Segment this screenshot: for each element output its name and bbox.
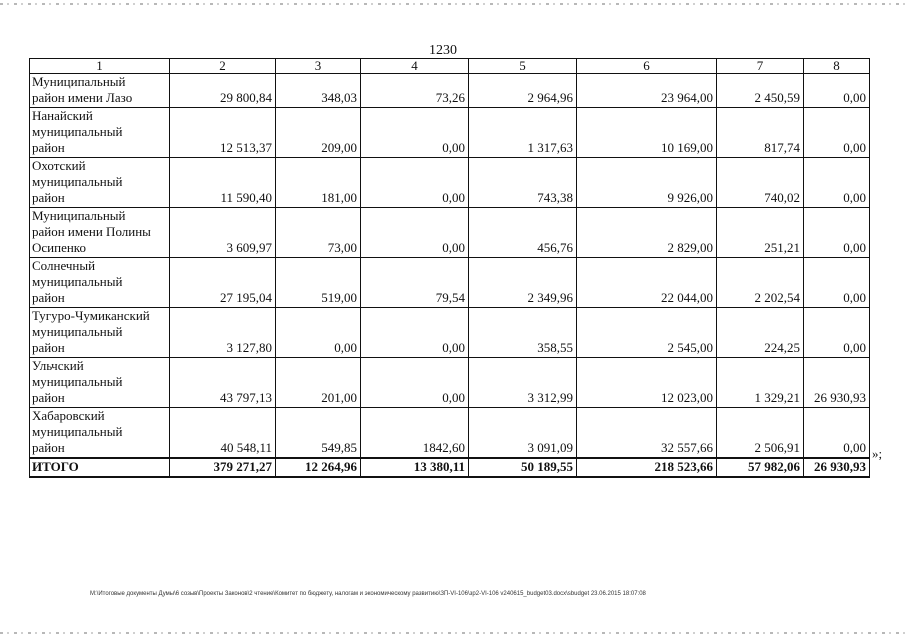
district-name-line: Ульчский [32, 358, 84, 373]
total-value-cell: 50 189,55 [469, 458, 577, 477]
value-cell: 181,00 [276, 158, 361, 208]
value-cell: 3 091,09 [469, 408, 577, 459]
district-name-cell [30, 108, 170, 158]
total-value-cell: 379 271,27 [170, 458, 276, 477]
district-name-line: Хабаровский [32, 408, 105, 423]
value-cell: 209,00 [276, 108, 361, 158]
value-cell: 10 169,00 [577, 108, 717, 158]
district-name-cell [30, 258, 170, 308]
value-cell: 0,00 [361, 208, 469, 258]
table-row [30, 258, 870, 308]
table-row [30, 408, 870, 459]
district-name-line: Осипенко [32, 240, 86, 255]
value-cell: 0,00 [804, 74, 870, 108]
value-cell: 0,00 [804, 258, 870, 308]
value-cell: 0,00 [361, 308, 469, 358]
value-cell: 1 317,63 [469, 108, 577, 158]
district-name-line: район имени Лазо [32, 90, 133, 105]
budget-table [29, 58, 870, 478]
value-cell: 26 930,93 [804, 358, 870, 408]
total-value-cell: 26 930,93 [804, 458, 870, 477]
district-name-line: муниципальный [32, 324, 123, 339]
district-name-cell [30, 208, 170, 258]
district-name-line: район [32, 390, 65, 405]
district-name-line: район имени Полины [32, 224, 151, 239]
table-row [30, 158, 870, 208]
column-header: 1 [30, 59, 170, 74]
value-cell: 0,00 [276, 308, 361, 358]
value-cell: 456,76 [469, 208, 577, 258]
column-header: 7 [717, 59, 804, 74]
value-cell: 40 548,11 [170, 408, 276, 459]
value-cell: 2 964,96 [469, 74, 577, 108]
value-cell: 3 312,99 [469, 358, 577, 408]
total-value-cell: 13 380,11 [361, 458, 469, 477]
value-cell: 43 797,13 [170, 358, 276, 408]
value-cell: 740,02 [717, 158, 804, 208]
column-header: 4 [361, 59, 469, 74]
value-cell: 29 800,84 [170, 74, 276, 108]
district-name-line: район [32, 290, 65, 305]
district-name-line: район [32, 140, 65, 155]
total-label: ИТОГО [30, 458, 170, 477]
value-cell: 3 609,97 [170, 208, 276, 258]
district-name-line: Муниципальный [32, 208, 126, 223]
value-cell: 3 127,80 [170, 308, 276, 358]
value-cell: 0,00 [804, 308, 870, 358]
district-name-cell [30, 408, 170, 459]
value-cell: 0,00 [361, 358, 469, 408]
district-name-line: Муниципальный [32, 74, 126, 89]
district-name-line: Тугуро-Чумиканский [32, 308, 150, 323]
scan-edge-bottom [0, 632, 905, 634]
value-cell: 251,21 [717, 208, 804, 258]
value-cell: 0,00 [804, 108, 870, 158]
value-cell: 73,26 [361, 74, 469, 108]
value-cell: 0,00 [361, 158, 469, 208]
scan-edge-top [0, 3, 905, 5]
district-name-line: муниципальный [32, 274, 123, 289]
page-number: 1230 [429, 43, 457, 58]
value-cell: 23 964,00 [577, 74, 717, 108]
district-name-cell [30, 358, 170, 408]
total-value-cell: 12 264,96 [276, 458, 361, 477]
district-name-line: муниципальный [32, 174, 123, 189]
table-row [30, 308, 870, 358]
table-row [30, 108, 870, 158]
table-row [30, 358, 870, 408]
value-cell: 0,00 [804, 208, 870, 258]
district-name-line: район [32, 340, 65, 355]
table-row [30, 74, 870, 108]
value-cell: 79,54 [361, 258, 469, 308]
value-cell: 743,38 [469, 158, 577, 208]
value-cell: 22 044,00 [577, 258, 717, 308]
value-cell: 2 450,59 [717, 74, 804, 108]
column-header: 8 [804, 59, 870, 74]
district-name-line: Солнечный [32, 258, 96, 273]
value-cell: 27 195,04 [170, 258, 276, 308]
column-header: 2 [170, 59, 276, 74]
value-cell: 2 349,96 [469, 258, 577, 308]
district-name-line: муниципальный [32, 374, 123, 389]
file-path-footer: М:\Итоговые документы Думы\6 созыв\Проекты Законов\2 чтение\Комитет по бюджету, налогам и экономическому развитию\ЗП-VI-106\зр2-VI-106 v240615_budget03.docx\sbudget 23.06.2015 18:07:08 [90, 591, 646, 597]
value-cell: 201,00 [276, 358, 361, 408]
value-cell: 549,85 [276, 408, 361, 459]
district-name-line: муниципальный [32, 124, 123, 139]
district-name-cell [30, 74, 170, 108]
value-cell: 1842,60 [361, 408, 469, 459]
column-number-row [30, 59, 870, 74]
district-name-line: Нанайский [32, 108, 93, 123]
value-cell: 2 202,54 [717, 258, 804, 308]
district-name-cell [30, 158, 170, 208]
district-name-cell [30, 308, 170, 358]
value-cell: 9 926,00 [577, 158, 717, 208]
closing-quote-mark: »; [872, 446, 883, 461]
value-cell: 11 590,40 [170, 158, 276, 208]
value-cell: 358,55 [469, 308, 577, 358]
value-cell: 12 513,37 [170, 108, 276, 158]
column-header: 3 [276, 59, 361, 74]
value-cell: 32 557,66 [577, 408, 717, 459]
table-row [30, 208, 870, 258]
total-row [30, 458, 870, 477]
value-cell: 73,00 [276, 208, 361, 258]
total-value-cell: 218 523,66 [577, 458, 717, 477]
district-name-line: муниципальный [32, 424, 123, 439]
value-cell: 1 329,21 [717, 358, 804, 408]
value-cell: 817,74 [717, 108, 804, 158]
value-cell: 2 506,91 [717, 408, 804, 459]
district-name-line: район [32, 440, 65, 455]
district-name-line: район [32, 190, 65, 205]
column-header: 5 [469, 59, 577, 74]
value-cell: 519,00 [276, 258, 361, 308]
value-cell: 0,00 [804, 158, 870, 208]
value-cell: 2 829,00 [577, 208, 717, 258]
value-cell: 12 023,00 [577, 358, 717, 408]
total-value-cell: 57 982,06 [717, 458, 804, 477]
value-cell: 0,00 [804, 408, 870, 459]
column-header: 6 [577, 59, 717, 74]
district-name-line: Охотский [32, 158, 86, 173]
value-cell: 0,00 [361, 108, 469, 158]
value-cell: 348,03 [276, 74, 361, 108]
value-cell: 224,25 [717, 308, 804, 358]
value-cell: 2 545,00 [577, 308, 717, 358]
